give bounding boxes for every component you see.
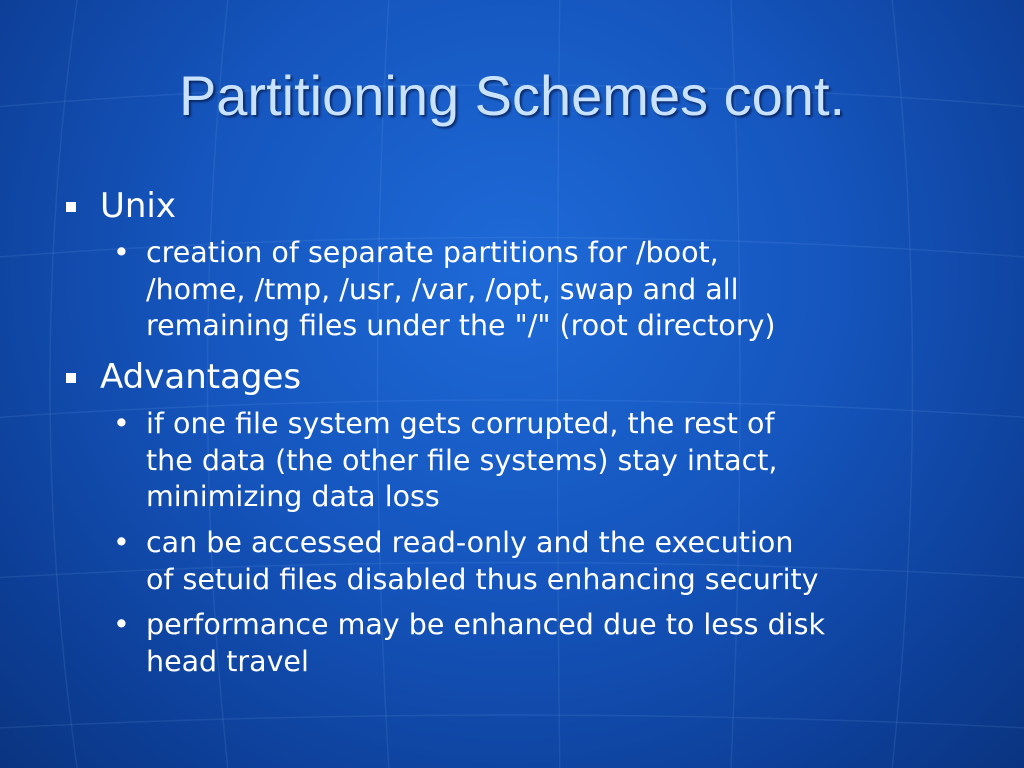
sub-bullet-line: if one file system gets corrupted, the rest of <box>146 407 775 440</box>
round-bullet-icon: • <box>113 407 130 440</box>
round-bullet-icon: • <box>113 236 130 269</box>
sub-bullet-line: remaining files under the "/" (root directory) <box>146 309 776 342</box>
bullet-item-advantages <box>100 357 301 397</box>
square-bullet-icon <box>66 373 76 383</box>
bullet-label: Unix <box>100 186 177 226</box>
sub-bullet-item <box>113 235 986 345</box>
round-bullet-icon: • <box>113 526 130 559</box>
slide-title: Partitioning Schemes cont. <box>178 64 846 127</box>
sub-bullet-line: head travel <box>146 644 309 678</box>
sub-bullet-line: performance may be enhanced due to less disk <box>146 608 825 641</box>
sub-bullet-item <box>113 525 986 598</box>
bullet-label: Advantages <box>100 357 302 397</box>
sub-bullet-line: /home, /tmp, /usr, /var, /opt, swap and all <box>146 272 739 306</box>
sub-bullet-line: minimizing data loss <box>146 480 440 513</box>
sub-bullet-line: of setuid files disabled thus enhancing security <box>146 562 819 596</box>
sub-bullet-line: creation of separate partitions for /boot, <box>146 236 719 269</box>
sub-bullet-line: can be accessed read-only and the execution <box>146 526 794 559</box>
sub-bullet-item <box>113 406 986 516</box>
sub-bullet-item <box>113 607 986 680</box>
sub-bullet-line: the data (the other file systems) stay intact, <box>146 443 778 477</box>
square-bullet-icon <box>66 202 76 212</box>
bullet-item-unix <box>100 186 176 226</box>
round-bullet-icon: • <box>113 608 130 641</box>
